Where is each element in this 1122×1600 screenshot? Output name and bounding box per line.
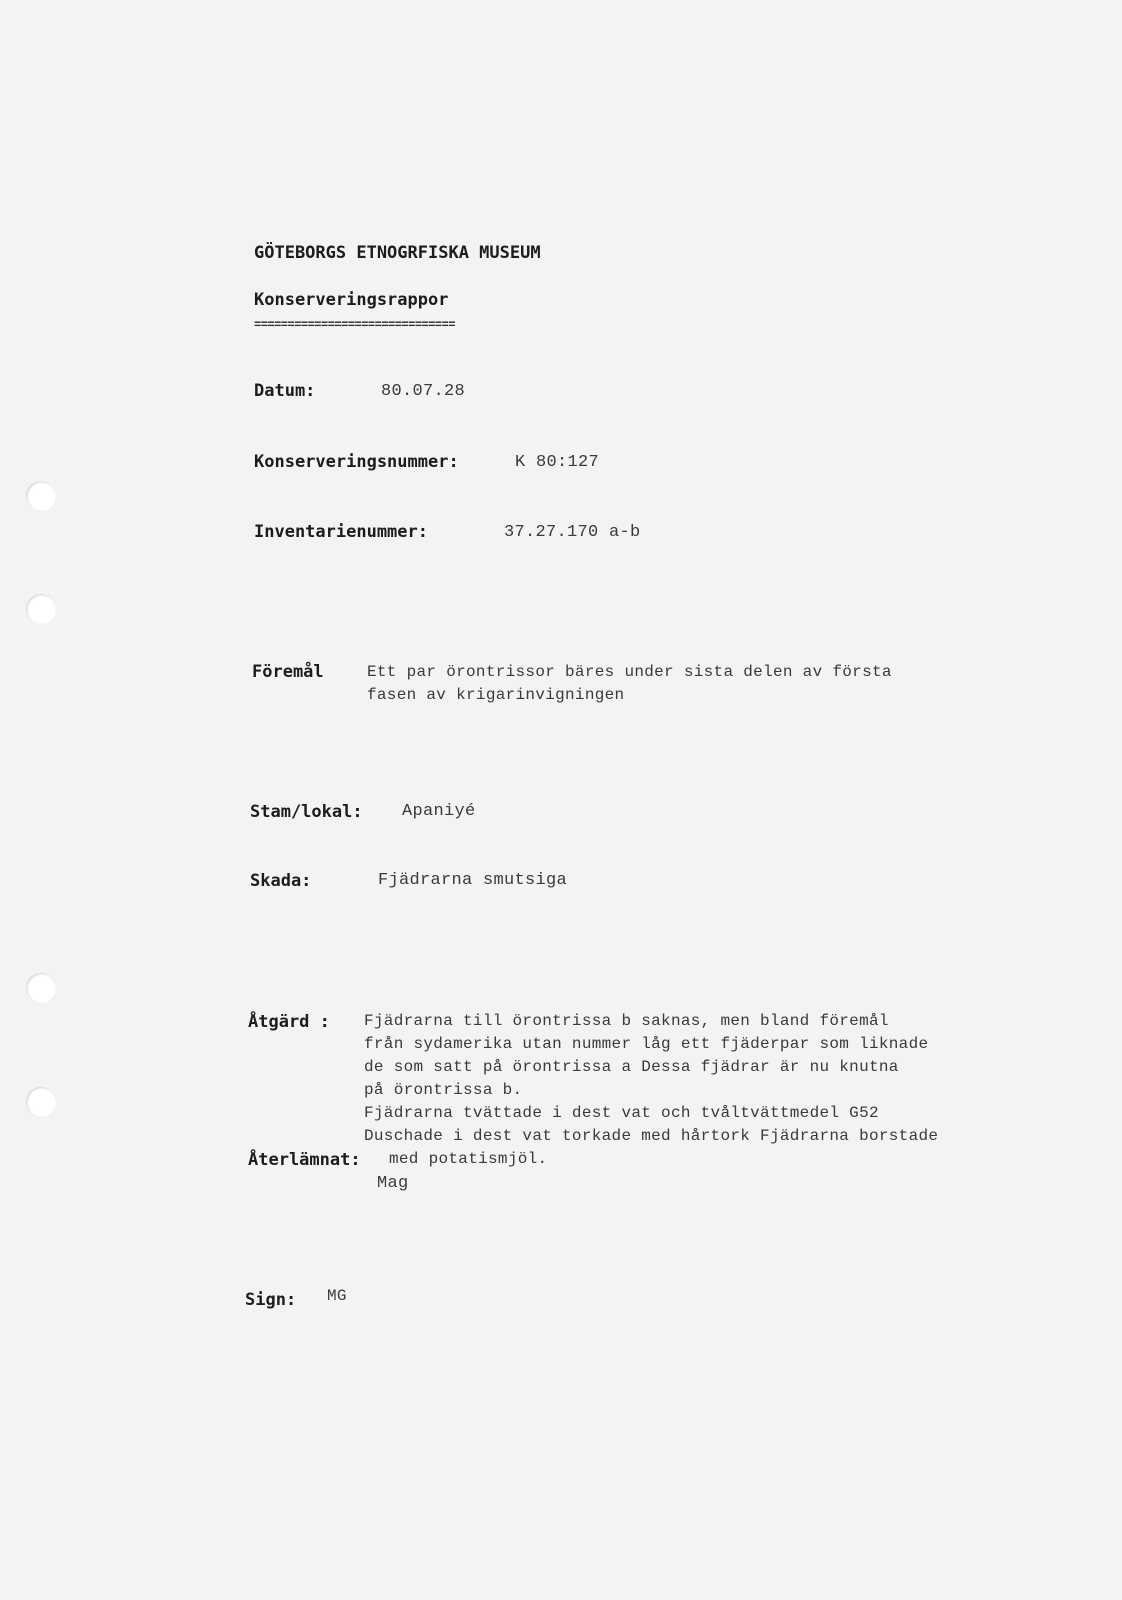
stam-lokal-label: Stam/lokal: [250, 802, 363, 822]
konserveringsnummer-value: K 80:127 [515, 453, 600, 472]
sign-value: MG [327, 1287, 347, 1305]
punch-hole [26, 1087, 56, 1117]
atgard-line: på örontrissa b. [364, 1081, 523, 1099]
datum-label: Datum: [254, 381, 316, 401]
punch-hole [26, 481, 56, 511]
foremal-label: Föremål [252, 662, 324, 682]
foremal-line: fasen av krigarinvigningen [367, 686, 625, 704]
aterlamnat-value: Mag [377, 1174, 409, 1193]
stam-lokal-value: Apaniyé [402, 802, 476, 821]
sign-label: Sign: [245, 1290, 297, 1310]
punch-hole [26, 594, 56, 624]
atgard-line: från sydamerika utan nummer låg ett fjäderpar som liknade [364, 1035, 929, 1053]
title-underline: ============================== [254, 318, 456, 332]
atgard-line: Duschade i dest vat torkade med hårtork Fjädrarna borstade [364, 1127, 939, 1145]
skada-value: Fjädrarna smutsiga [378, 871, 568, 890]
atgard-line: Fjädrarna tvättade i dest vat och tvåltvättmedel G52 [364, 1104, 879, 1122]
inventarienummer-label: Inventarienummer: [254, 522, 428, 542]
aterlamnat-label: Återlämnat: [248, 1150, 361, 1170]
atgard-label: Åtgärd : [248, 1012, 330, 1032]
atgard-line: Fjädrarna till örontrissa b saknas, men bland föremål [364, 1012, 889, 1030]
document-type-title: Konserveringsrappor [254, 290, 449, 310]
datum-value: 80.07.28 [381, 382, 466, 401]
institution-title: GÖTEBORGS ETNOGRFISKA MUSEUM [254, 243, 541, 263]
inventarienummer-value: 37.27.170 a-b [504, 523, 641, 542]
atgard-line: med potatismjöl. [389, 1150, 548, 1168]
atgard-line: de som satt på örontrissa a Dessa fjädrar är nu knutna [364, 1058, 899, 1076]
konserveringsnummer-label: Konserveringsnummer: [254, 452, 459, 472]
skada-label: Skada: [250, 871, 312, 891]
foremal-line: Ett par örontrissor bäres under sista delen av första [367, 663, 892, 681]
punch-hole [26, 973, 56, 1003]
